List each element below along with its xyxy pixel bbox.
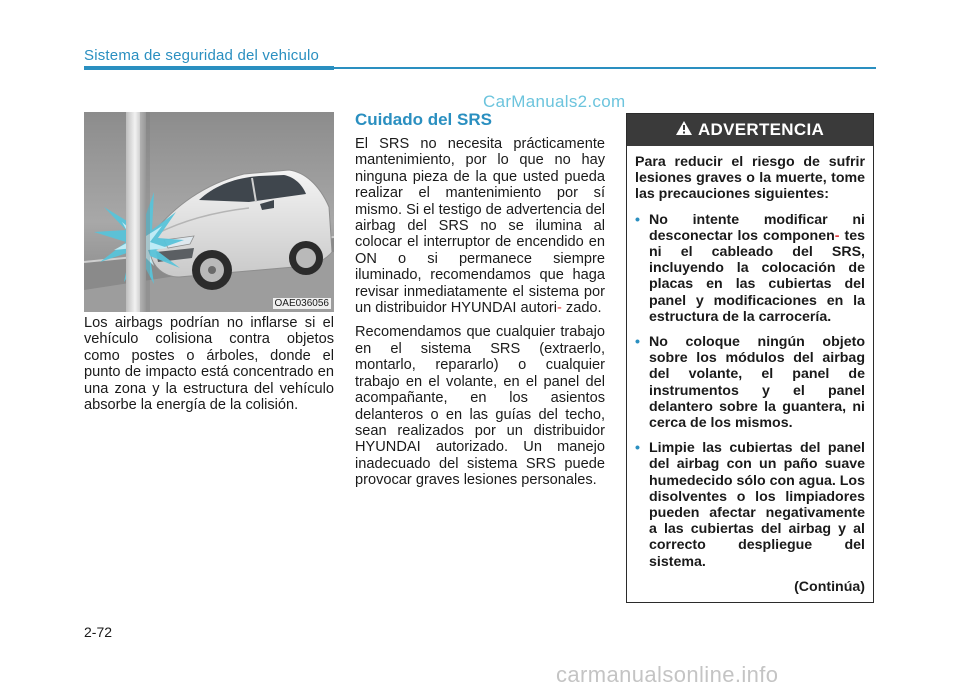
warning-list (635, 212, 865, 570)
warning-item-1-part-a: No intente modificar ni desconectar los componen (649, 211, 865, 244)
section-header-title: Sistema de seguridad del vehiculo (84, 47, 320, 64)
warning-triangle-icon (676, 120, 692, 140)
warning-item-2-text: No coloque ningún objeto sobre los módulos del airbag del volante, el panel de instrumentos y el panel delantero sobre la guantera, ni cerca de los mismos. (649, 334, 865, 432)
hyphen-mark: - (556, 300, 562, 317)
column2 (355, 136, 605, 497)
column1-paragraph: Los airbags podrían no inflarse si el vehículo colisiona contra objetos como postes o árboles, donde el punto de impacto está concentrado en una zona y la estructura del vehículo absorbe la energía de la colisión. (84, 315, 334, 414)
warning-item-1 (635, 212, 865, 325)
warning-item-3 (635, 440, 865, 570)
warning-header-label: ADVERTENCIA (697, 120, 825, 139)
figure-car-pole-impact (84, 112, 334, 312)
bullet-icon: • (635, 334, 640, 351)
section-title-srs-care: Cuidado del SRS (355, 110, 492, 129)
watermark-bottom: carmanualsonline.info (556, 662, 779, 687)
page-number: 2-72 (84, 624, 113, 640)
column2-paragraph-1-part-a: El SRS no necesita prácticamente mantenimiento, por lo que no hay ninguna pieza de la que usted pueda realizar el mantenimiento por sí mismo. Si el testigo de advertencia del airbag del SRS no se ilumina al colocar el interruptor de encendido en ON o si permanece siempre iluminado, recomendamos que haga revisar inmediatamente el sistema por un distribuidor HYUNDAI autori (355, 136, 605, 317)
warning-item-3-text: Limpie las cubiertas del panel del airbag con un paño suave humedecido sólo con agua. Los disolventes o los limpiadores pueden afectar negativamente a las cubiertas del airbag y al correcto despliegue del sistema. (649, 440, 865, 570)
warning-header (627, 114, 873, 146)
header-rule-thick (84, 66, 334, 70)
warning-continued: (Continúa) (794, 578, 865, 595)
warning-intro: Para reducir el riesgo de sufrir lesiones graves o la muerte, tome las precauciones siguientes: (635, 154, 865, 203)
column2-paragraph-1 (355, 136, 605, 316)
bullet-icon: • (635, 440, 640, 457)
hyphen-mark: - (834, 227, 840, 244)
warning-item-1-part-b: tes ni el cableado del SRS, incluyendo la colocación de placas en las cubiertas del panel y modificaciones en la estructura de la carrocería. (649, 227, 865, 325)
figure-code: OAE036056 (274, 298, 329, 309)
column2-paragraph-1-part-b: zado. (565, 300, 602, 317)
warning-box (626, 113, 874, 603)
warning-body (627, 146, 873, 595)
warning-item-2 (635, 334, 865, 431)
header-rule-thin (334, 67, 876, 69)
watermark-top: CarManuals2.com (483, 92, 626, 111)
bullet-icon: • (635, 211, 640, 228)
column2-paragraph-2: Recomendamos que cualquier trabajo en el sistema SRS (extraerlo, montarlo, repararlo) o cualquier trabajo en el volante, en el panel del acompañante, en los asientos delanteros o en las guías del techo, sean realizados por un distribuidor HYUNDAI autorizado. Un manejo inadecuado del sistema SRS puede provocar graves lesiones personales. (355, 324, 605, 489)
column1 (84, 315, 334, 413)
car-pole-illustration (84, 112, 334, 312)
